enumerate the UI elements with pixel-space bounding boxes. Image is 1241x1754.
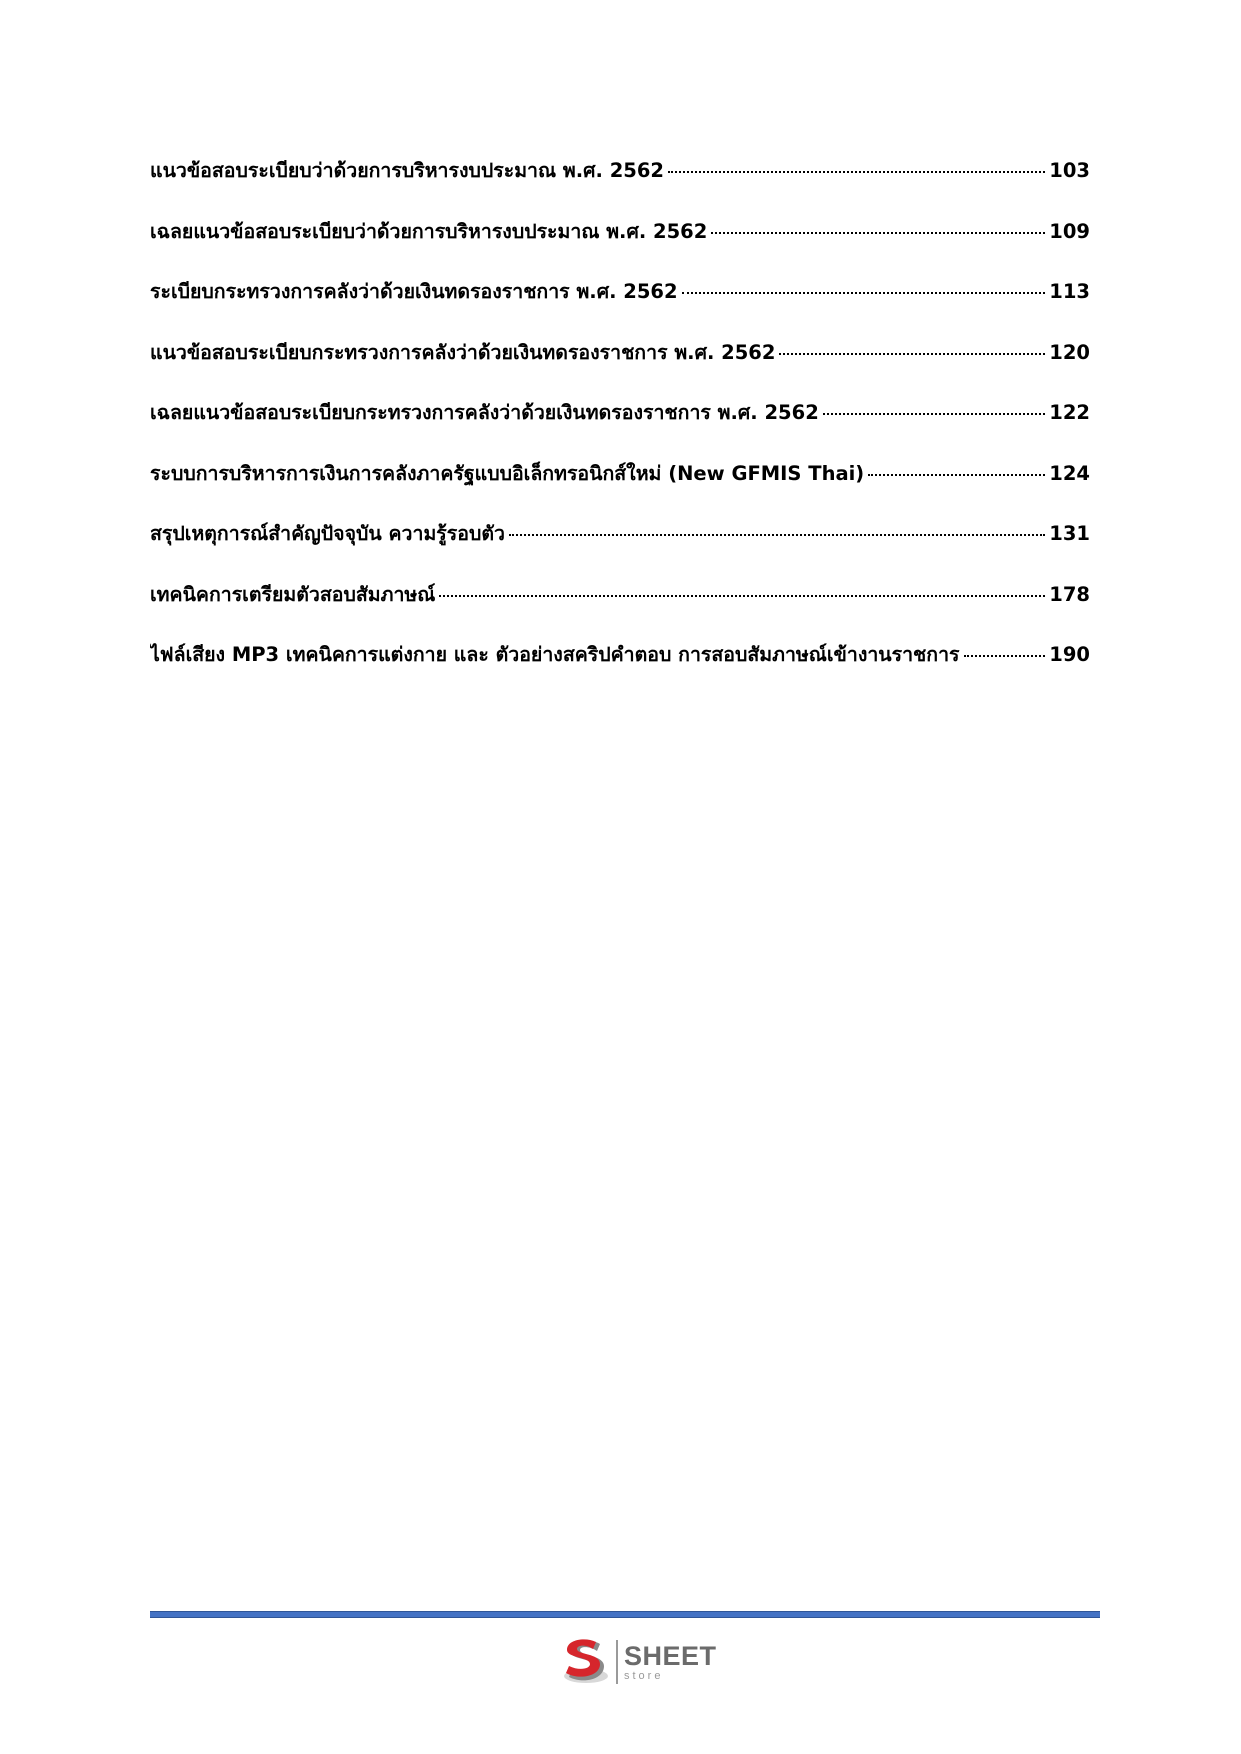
toc-entry[interactable] [150, 397, 1090, 458]
toc-entry[interactable] [150, 579, 1090, 640]
toc-entry-title: ระบบการบริหารการเงินการคลังภาครัฐแบบอิเล็กทรอนิกส์ใหม่ (New GFMIS Thai) [150, 461, 865, 485]
toc-entry[interactable] [150, 337, 1090, 398]
logo-word: SHEET [624, 1640, 717, 1671]
toc-dot-leader [823, 413, 1046, 415]
toc-entry[interactable] [150, 639, 1090, 700]
toc-entry-title: ไฟล์เสียง MP3 เทคนิคการแต่งกาย และ ตัวอย่างสคริปคำตอบ การสอบสัมภาษณ์เข้างานราชการ [150, 643, 960, 666]
toc-dot-leader [711, 232, 1045, 234]
toc-dot-leader [964, 655, 1046, 657]
toc-entry[interactable] [150, 458, 1090, 519]
toc-entry-page: 122 [1049, 401, 1090, 424]
toc-entry-page: 178 [1049, 582, 1090, 606]
toc-entry-page: 124 [1049, 461, 1090, 485]
toc-entry-page: 103 [1049, 159, 1090, 182]
toc-entry[interactable] [150, 216, 1090, 277]
toc-entry[interactable] [150, 518, 1090, 579]
toc-entry-title: สรุปเหตุการณ์สำคัญปัจจุบัน ความรู้รอบตัว [150, 522, 505, 545]
toc-dot-leader [779, 353, 1045, 355]
toc-entry-page: 109 [1049, 219, 1090, 243]
footer-rule [150, 1611, 1100, 1618]
logo-subword: store [624, 1669, 664, 1682]
table-of-contents [150, 155, 1090, 700]
toc-entry[interactable] [150, 155, 1090, 216]
logo-wordmark [624, 1640, 717, 1682]
logo-divider [616, 1640, 618, 1684]
sheet-store-logo-icon [560, 1636, 612, 1688]
toc-dot-leader [439, 595, 1045, 597]
toc-entry-title: เฉลยแนวข้อสอบระเบียบว่าด้วยการบริหารงบประมาณ พ.ศ. 2562 [150, 219, 708, 243]
toc-entry-title: แนวข้อสอบระเบียบว่าด้วยการบริหารงบประมาณ พ.ศ. 2562 [150, 159, 664, 182]
toc-dot-leader [682, 292, 1046, 294]
toc-entry-title: เทคนิคการเตรียมตัวสอบสัมภาษณ์ [150, 582, 436, 606]
toc-entry-title: ระเบียบกระทรวงการคลังว่าด้วยเงินทดรองราชการ พ.ศ. 2562 [150, 280, 678, 303]
toc-entry-page: 131 [1049, 522, 1090, 545]
toc-entry[interactable] [150, 276, 1090, 337]
toc-dot-leader [868, 474, 1045, 476]
toc-dot-leader [509, 534, 1045, 536]
toc-entry-title: เฉลยแนวข้อสอบระเบียบกระทรวงการคลังว่าด้วยเงินทดรองราชการ พ.ศ. 2562 [150, 401, 819, 424]
footer-logo [560, 1634, 740, 1690]
toc-entry-page: 113 [1049, 280, 1090, 303]
toc-entry-title: แนวข้อสอบระเบียบกระทรวงการคลังว่าด้วยเงินทดรองราชการ พ.ศ. 2562 [150, 340, 776, 364]
toc-entry-page: 190 [1049, 643, 1090, 666]
toc-entry-page: 120 [1049, 340, 1090, 364]
toc-dot-leader [668, 171, 1045, 173]
